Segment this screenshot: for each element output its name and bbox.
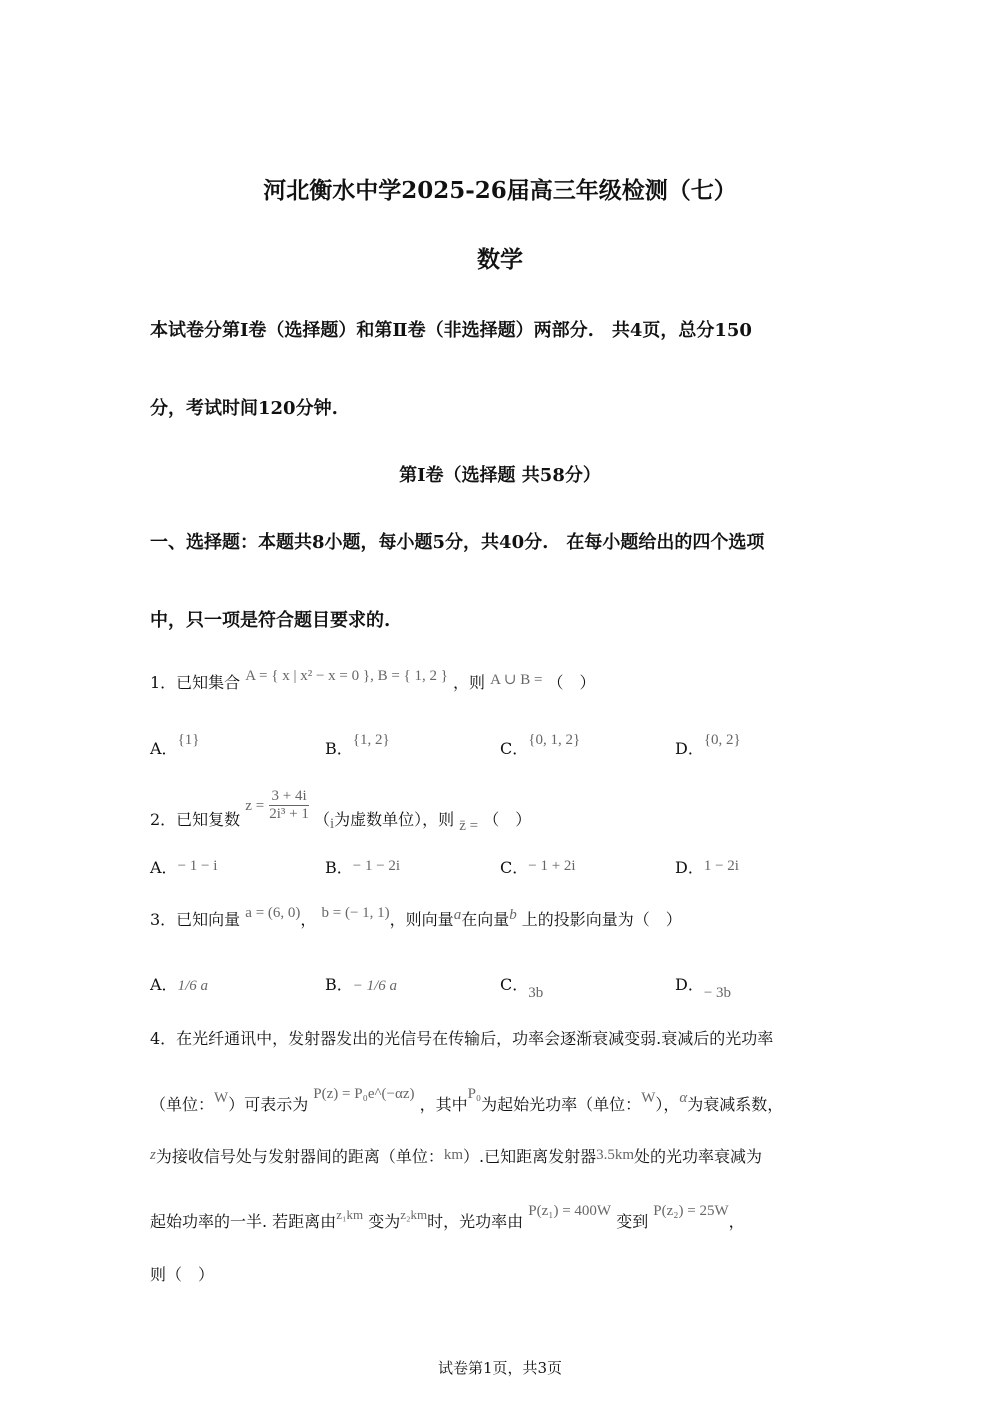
question-1-option-d: D．{0, 2} [675, 732, 741, 758]
page-footer: 试卷第1页，共3页 [437, 1359, 563, 1377]
subject-title: 数学 [477, 246, 523, 273]
question-3-option-a: A．1/6 a [150, 975, 208, 994]
question-1-option-c: C．{0, 1, 2} [500, 732, 581, 758]
question-4-line-2: （单位：W）可表示为 P(z) = P₀e^(−αz) ，其中P₀为起始光功率（单位：W），α为衰减系数， [150, 1086, 784, 1114]
section1-line-2: 中，只一项是符合题目要求的. [150, 610, 391, 631]
question-3-option-c: C．3b [500, 975, 544, 1001]
question-4-line-5: 则（ ） [150, 1265, 215, 1284]
math-vector-b: b = (− 1, 1) [321, 905, 390, 921]
question-3-stem: 3．已知向量 a = (6, 0)， b = (− 1, 1)，则向量a在向量b 上的投影向量为（ ） [150, 905, 682, 929]
question-2-stem: 2．已知复数 z = $\frac{3 + 4i}{\text{2i³ + 1}}$ （i为虚数单位），则 z̄ = （ ） [150, 788, 532, 834]
math-fraction: $\frac{3 + 4i}{\text{2i³ + 1}}$ [269, 788, 309, 822]
question-4-line-3: z为接收信号处与发射器间的距离（单位：km）.已知距离发射器3.5km处的光功率衰减为 [150, 1147, 763, 1166]
math-z-equals: z = [245, 797, 265, 814]
math-z-conjugate: z̄ = [459, 817, 479, 834]
question-2-option-a: A．− 1 − i [150, 858, 218, 877]
math-vector-a: a = (6, 0) [245, 905, 301, 921]
question-1-option-b: B．{1, 2} [325, 732, 390, 758]
section1-line-1: 一、选择题：本题共8小题，每小题5分，共40分. 在每小题给出的四个选项 [150, 532, 765, 553]
question-2-option-c: C．− 1 + 2i [500, 858, 576, 877]
question-2-option-b: B．− 1 − 2i [325, 858, 401, 877]
question-1-option-a: A．{1} [150, 732, 200, 758]
math-power-formula: P(z) = P₀e^(−αz) [313, 1086, 415, 1102]
intro-line-1: 本试卷分第Ⅰ卷（选择题）和第Ⅱ卷（非选择题）两部分. 共4页，总分150 [150, 320, 752, 341]
question-2-option-d: D．1 − 2i [675, 858, 739, 877]
exam-title: 河北衡水中学2025-26届高三年级检测（七） [263, 177, 737, 204]
math-p-z2: P(z₂) = 25W [653, 1203, 729, 1219]
math-union: A ∪ B = [490, 672, 543, 688]
question-1-stem: 1．已知集合 A = { x | x² − x = 0 }, B = { 1, 2 } ，则 A ∪ B = （ ） [150, 668, 596, 692]
intro-line-2: 分，考试时间120分钟. [150, 398, 338, 419]
question-4-line-1: 4．在光纤通讯中，发射器发出的光信号在传输后，功率会逐渐衰减变弱.衰减后的光功率 [150, 1029, 774, 1048]
math-set-definition: A = { x | x² − x = 0 }, B = { 1, 2 } [245, 668, 448, 684]
question-4-line-4: 起始功率的一半. 若距离由z₁km 变为z₂km时，光功率由 P(z₁) = 400W 变到 P(z₂) = 25W， [150, 1203, 745, 1231]
part1-heading: 第Ⅰ卷（选择题 共58分） [399, 465, 601, 486]
question-3-option-d: D．− 3b [675, 975, 732, 1001]
question-3-option-b: B．− 1/6 a [325, 975, 398, 994]
math-p-z1: P(z₁) = 400W [528, 1203, 612, 1219]
